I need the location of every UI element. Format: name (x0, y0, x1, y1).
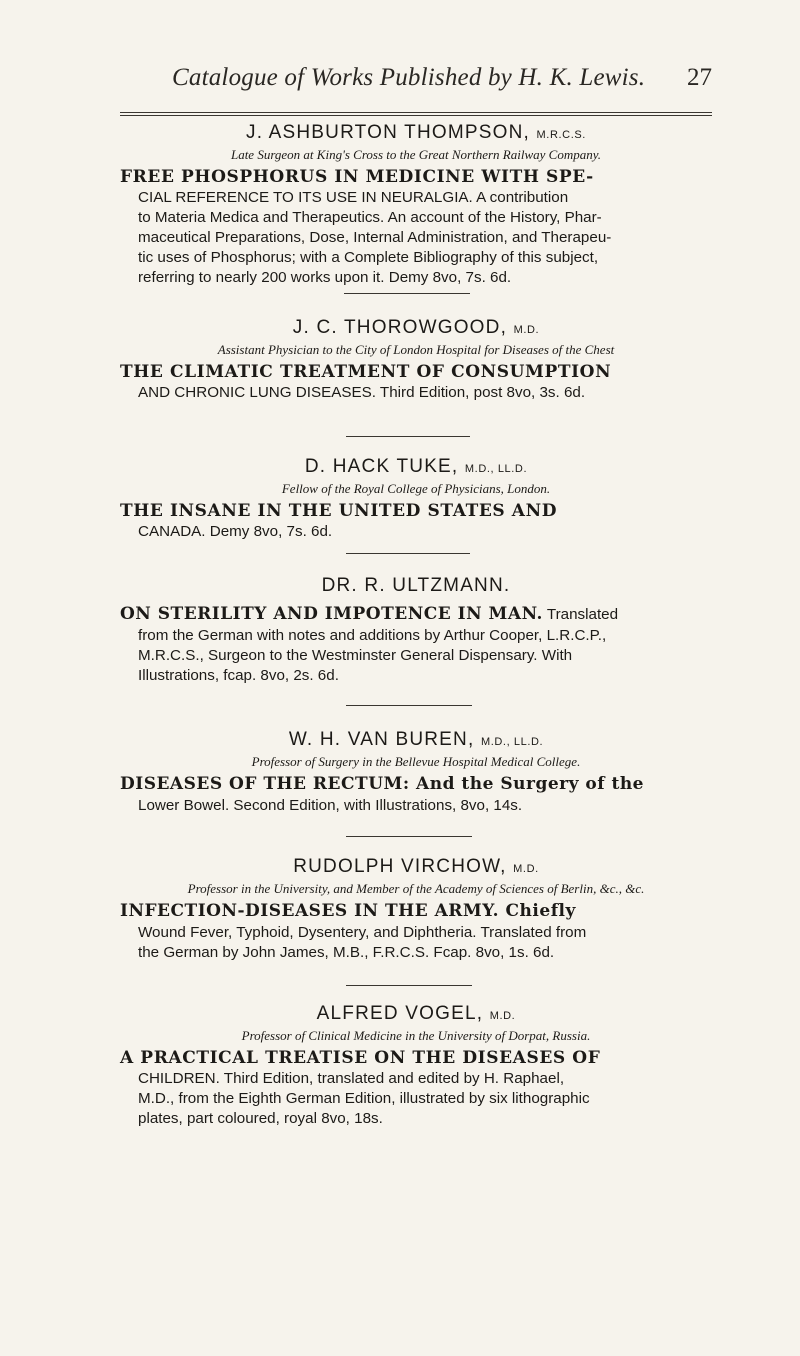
catalogue-entry (120, 856, 712, 963)
book-title: INFECTION-DISEASES IN THE ARMY. (120, 901, 500, 921)
author-position: Professor in the University, and Member of the Academy of Sciences of Berlin, &c., &c. (187, 881, 645, 896)
author-line (120, 456, 712, 478)
entry-separator (346, 985, 472, 986)
author-line (120, 122, 712, 144)
catalogue-entry (120, 317, 712, 403)
book-title-line (120, 900, 712, 923)
running-header (120, 64, 712, 104)
catalogue-entry (120, 122, 712, 288)
author-position: Professor of Surgery in the Bellevue Hospital Medical College. (251, 754, 581, 769)
book-title: FREE PHOSPHORUS IN MEDICINE WITH SPE- (120, 167, 594, 187)
author-line (120, 317, 712, 339)
book-description: the German by John James, M.B., F.R.C.S. Fcap. 8vo, 1s. 6d. (138, 944, 555, 961)
entry-separator (346, 836, 472, 837)
author-position: Assistant Physician to the City of London Hospital for Diseases of the Chest (217, 342, 615, 357)
author-degrees: M.D. (513, 863, 539, 875)
author-name: J. ASHBURTON THOMPSON, (246, 122, 531, 143)
entry-separator (346, 705, 472, 706)
entry-separator (346, 436, 470, 437)
author-position: Professor of Clinical Medicine in the University of Dorpat, Russia. (241, 1028, 591, 1043)
book-description: plates, part coloured, royal 8vo, 18s. (138, 1110, 383, 1127)
book-description: maceutical Preparations, Dose, Internal Administration, and Therapeu- (138, 229, 612, 246)
book-description: from the German with notes and additions by Arthur Cooper, L.R.C.P., (138, 627, 607, 644)
header-rule-double (120, 115, 712, 116)
author-degrees: M.D. (513, 324, 540, 336)
author-position: Fellow of the Royal College of Physicians, London. (281, 481, 551, 496)
book-description: Illustrations, fcap. 8vo, 2s. 6d. (138, 667, 339, 684)
entry-separator (344, 293, 470, 294)
book-description: to Materia Medica and Therapeutics. An account of the History, Phar- (138, 209, 602, 226)
author-name: ALFRED VOGEL, (316, 1003, 484, 1024)
author-line (120, 1003, 712, 1025)
book-title: THE CLIMATIC TREATMENT OF CONSUMPTION (120, 362, 612, 382)
author-name: J. C. THOROWGOOD, (292, 317, 508, 338)
book-description: tic uses of Phosphorus; with a Complete Bibliography of this subject, (138, 249, 599, 266)
book-title-tail: Translated (542, 606, 619, 623)
entry-separator (346, 553, 470, 554)
author-position: Late Surgeon at King's Cross to the Great Northern Railway Company. (230, 147, 602, 162)
book-description: referring to nearly 200 works upon it. Demy 8vo, 7s. 6d. (138, 269, 512, 286)
book-description: M.D., from the Eighth German Edition, illustrated by six lithographic (138, 1090, 590, 1107)
book-description: M.R.C.S., Surgeon to the Westminster General Dispensary. With (138, 647, 573, 664)
book-description: AND CHRONIC LUNG DISEASES. Third Edition, post 8vo, 3s. 6d. (138, 384, 586, 401)
book-title-tail: And the Surgery of the (409, 774, 644, 794)
author-degrees: M.R.C.S. (536, 129, 586, 141)
book-description: Lower Bowel. Second Edition, with Illustrations, 8vo, 14s. (138, 797, 523, 814)
author-line (120, 856, 712, 878)
author-name: D. HACK TUKE, (304, 456, 459, 477)
book-title-line (120, 603, 712, 626)
author-name: DR. R. ULTZMANN. (321, 575, 511, 596)
page-number: 27 (687, 64, 712, 91)
author-name: W. H. VAN BUREN, (288, 729, 475, 750)
catalogue-entry (120, 456, 712, 542)
book-description: CANADA. Demy 8vo, 7s. 6d. (138, 523, 333, 540)
book-title-tail: Chiefly (499, 901, 576, 921)
author-degrees: M.D., LL.D. (464, 463, 528, 475)
author-line (120, 575, 712, 597)
book-title: ON STERILITY AND IMPOTENCE IN MAN. (120, 604, 543, 624)
book-description: CHILDREN. Third Edition, translated and edited by H. Raphael, (138, 1070, 565, 1087)
author-degrees: M.D. (489, 1010, 516, 1022)
book-description: Wound Fever, Typhoid, Dysentery, and Diphtheria. Translated from (138, 924, 587, 941)
catalogue-title: Catalogue of Works Published by H. K. Lewis. (172, 64, 646, 91)
author-degrees: M.D., LL.D. (480, 736, 544, 748)
catalogue-entry (120, 1003, 712, 1129)
author-name: RUDOLPH VIRCHOW, (293, 856, 507, 877)
book-title: A PRACTICAL TREATISE ON THE DISEASES OF (120, 1048, 601, 1068)
book-title: THE INSANE IN THE UNITED STATES AND (120, 501, 558, 521)
catalogue-entry (120, 575, 712, 686)
book-description: CIAL REFERENCE TO ITS USE IN NEURALGIA. A contribution (138, 189, 569, 206)
author-line (120, 729, 712, 751)
header-rule (120, 112, 712, 113)
catalogue-entry (120, 729, 712, 816)
book-title: DISEASES OF THE RECTUM: (120, 774, 410, 794)
book-title-line (120, 773, 712, 796)
